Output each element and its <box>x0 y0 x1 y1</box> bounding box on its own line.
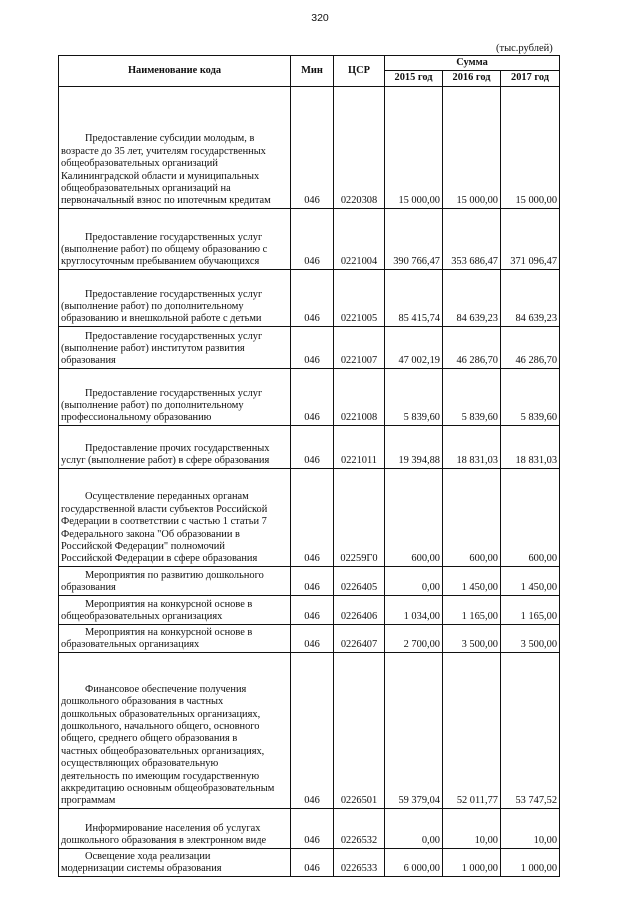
row-name-line: Российской Федерации в сфере образования <box>61 553 258 565</box>
row-csr: 02259Г0 <box>334 468 385 566</box>
header-min: Мин <box>291 56 334 87</box>
budget-table <box>58 55 560 877</box>
row-value-2015: 59 379,04 <box>385 652 443 808</box>
row-name-line: Российской Федерации" полномочий <box>61 541 225 552</box>
row-value-2016: 10,00 <box>443 808 501 848</box>
row-name-line: Предоставление государственных услуг <box>85 387 263 399</box>
row-name <box>59 326 291 368</box>
table-row <box>59 808 560 848</box>
row-name-line: дошкольного образования в электронном виде <box>61 835 267 847</box>
row-name-line: услуг (выполнение работ) в сфере образования <box>61 455 270 467</box>
row-value-2016: 1 450,00 <box>443 566 501 595</box>
row-name-line: Федерации в соответствии с частью 1 статьи 7 <box>61 516 267 528</box>
row-name-line: Предоставление государственных услуг <box>85 330 263 342</box>
row-value-2017: 53 747,52 <box>501 652 560 808</box>
row-name-line: Мероприятия по развитию дошкольного <box>85 570 264 581</box>
header-year-2016: 2016 год <box>443 71 501 86</box>
table-header-row <box>59 56 560 71</box>
table-row <box>59 208 560 269</box>
row-csr: 0226501 <box>334 652 385 808</box>
row-value-2017: 84 639,23 <box>501 269 560 326</box>
table-row <box>59 624 560 652</box>
row-name-line: (выполнение работ) институтом развития <box>61 343 245 354</box>
row-name <box>59 652 291 808</box>
row-name-line: образовательных организациях <box>61 639 200 651</box>
row-csr: 0221007 <box>334 326 385 368</box>
row-min: 046 <box>291 269 334 326</box>
row-name <box>59 848 291 876</box>
row-value-2015: 390 766,47 <box>385 208 443 269</box>
row-value-2017: 371 096,47 <box>501 208 560 269</box>
row-value-2015: 15 000,00 <box>385 86 443 208</box>
row-csr: 0221004 <box>334 208 385 269</box>
row-min: 046 <box>291 326 334 368</box>
row-value-2015: 600,00 <box>385 468 443 566</box>
row-name-line: Предоставление государственных услуг <box>85 231 263 243</box>
row-name-line: аккредитацию основным общеобразовательным <box>61 783 275 794</box>
row-name-line: частных общеобразовательных организациях, <box>61 745 265 757</box>
row-value-2015: 47 002,19 <box>385 326 443 368</box>
table-row <box>59 269 560 326</box>
row-value-2017: 18 831,03 <box>501 425 560 468</box>
row-min: 046 <box>291 566 334 595</box>
table-row <box>59 86 560 208</box>
row-name <box>59 208 291 269</box>
row-name-line: образованию и внешкольной работе с детьми <box>61 313 262 325</box>
table-body <box>59 86 560 876</box>
table-row <box>59 595 560 624</box>
row-value-2016: 15 000,00 <box>443 86 501 208</box>
row-min: 046 <box>291 208 334 269</box>
row-name-line: государственной власти субъектов Российской <box>61 503 268 515</box>
row-name-line: Предоставление субсидии молодым, в <box>85 133 255 145</box>
row-csr: 0226532 <box>334 808 385 848</box>
row-min: 046 <box>291 86 334 208</box>
row-name <box>59 425 291 468</box>
row-name-line: общеобразовательных организаций на <box>61 183 231 194</box>
row-csr: 0226533 <box>334 848 385 876</box>
row-name-line: Мероприятия на конкурсной основе в <box>85 599 253 610</box>
header-csr: ЦСР <box>334 56 385 87</box>
row-min: 046 <box>291 624 334 652</box>
row-name-line: общего, среднего общего образования в <box>61 733 238 745</box>
row-name <box>59 269 291 326</box>
row-name-line: первоначальный взнос по ипотечным кредитам <box>61 195 271 207</box>
row-name-line: Мероприятия на конкурсной основе в <box>85 627 253 638</box>
row-value-2017: 10,00 <box>501 808 560 848</box>
row-name-line: Финансовое обеспечение получения <box>85 683 247 695</box>
row-min: 046 <box>291 808 334 848</box>
header-sum: Сумма <box>385 56 560 71</box>
row-value-2016: 3 500,00 <box>443 624 501 652</box>
row-csr: 0221005 <box>334 269 385 326</box>
table-row <box>59 848 560 876</box>
row-csr: 0221008 <box>334 368 385 425</box>
row-min: 046 <box>291 425 334 468</box>
row-value-2015: 0,00 <box>385 566 443 595</box>
row-name-line: возрасте до 35 лет, учителям государственных <box>61 145 266 157</box>
row-name <box>59 566 291 595</box>
row-value-2016: 5 839,60 <box>443 368 501 425</box>
row-name-line: Осуществление переданных органам <box>85 491 249 503</box>
row-name <box>59 468 291 566</box>
row-name <box>59 808 291 848</box>
row-value-2016: 18 831,03 <box>443 425 501 468</box>
row-value-2016: 600,00 <box>443 468 501 566</box>
header-name: Наименование кода <box>59 56 291 87</box>
row-name-line: Информирование населения об услугах <box>85 823 261 834</box>
row-min: 046 <box>291 848 334 876</box>
table-row <box>59 566 560 595</box>
row-value-2015: 19 394,88 <box>385 425 443 468</box>
row-value-2017: 1 000,00 <box>501 848 560 876</box>
row-name-line: (выполнение работ) по дополнительному <box>61 301 244 312</box>
row-name-line: Предоставление государственных услуг <box>85 288 263 300</box>
row-name-line: модернизации системы образования <box>61 863 222 875</box>
row-csr: 0226405 <box>334 566 385 595</box>
row-name-line: общеобразовательных организациях <box>61 611 223 623</box>
table-row <box>59 468 560 566</box>
row-name-line: профессиональному образованию <box>61 412 212 424</box>
row-value-2017: 3 500,00 <box>501 624 560 652</box>
row-value-2016: 1 000,00 <box>443 848 501 876</box>
row-value-2016: 52 011,77 <box>443 652 501 808</box>
row-value-2017: 1 450,00 <box>501 566 560 595</box>
header-year-2015: 2015 год <box>385 71 443 86</box>
row-name-line: (выполнение работ) по общему образованию с <box>61 244 268 255</box>
row-name-line: образования <box>61 355 116 367</box>
page-number: 320 <box>311 12 329 24</box>
row-csr: 0221011 <box>334 425 385 468</box>
row-value-2015: 6 000,00 <box>385 848 443 876</box>
row-csr: 0220308 <box>334 86 385 208</box>
row-value-2017: 600,00 <box>501 468 560 566</box>
row-name-line: круглосуточным пребыванием обучающихся <box>61 256 260 268</box>
row-value-2016: 46 286,70 <box>443 326 501 368</box>
row-value-2015: 5 839,60 <box>385 368 443 425</box>
row-name-line: Калининградской области и муниципальных <box>61 170 260 182</box>
row-value-2015: 1 034,00 <box>385 595 443 624</box>
row-min: 046 <box>291 652 334 808</box>
row-name-line: дошкольного, начального общего, основного <box>61 720 260 732</box>
row-name <box>59 624 291 652</box>
row-min: 046 <box>291 468 334 566</box>
row-value-2015: 85 415,74 <box>385 269 443 326</box>
row-min: 046 <box>291 595 334 624</box>
row-name-line: Федерального закона "Об образовании в <box>61 528 240 540</box>
row-min: 046 <box>291 368 334 425</box>
row-value-2017: 15 000,00 <box>501 86 560 208</box>
row-name-line: осуществляющих образовательную <box>61 758 219 770</box>
header-year-2017: 2017 год <box>501 71 560 86</box>
row-value-2015: 0,00 <box>385 808 443 848</box>
row-name-line: Освещение хода реализации <box>85 851 211 862</box>
row-value-2017: 46 286,70 <box>501 326 560 368</box>
row-name-line: деятельность по имеющим государственную <box>61 770 260 782</box>
row-name-line: Предоставление прочих государственных <box>85 443 270 454</box>
table-row <box>59 368 560 425</box>
row-name-line: дошкольных образовательных организациях, <box>61 708 261 720</box>
row-value-2016: 84 639,23 <box>443 269 501 326</box>
row-name-line: программам <box>61 795 116 807</box>
row-name-line: (выполнение работ) по дополнительному <box>61 400 244 411</box>
row-csr: 0226407 <box>334 624 385 652</box>
row-value-2016: 353 686,47 <box>443 208 501 269</box>
table-row <box>59 425 560 468</box>
row-name-line: образования <box>61 582 116 594</box>
units-label: (тыс.рублей) <box>496 43 553 54</box>
table-row <box>59 652 560 808</box>
row-csr: 0226406 <box>334 595 385 624</box>
row-value-2017: 1 165,00 <box>501 595 560 624</box>
row-name <box>59 595 291 624</box>
row-value-2015: 2 700,00 <box>385 624 443 652</box>
row-name-line: дошкольного образования в частных <box>61 696 224 708</box>
row-value-2016: 1 165,00 <box>443 595 501 624</box>
row-name <box>59 368 291 425</box>
row-name-line: общеобразовательных организаций <box>61 158 218 170</box>
table-row <box>59 326 560 368</box>
row-name <box>59 86 291 208</box>
row-value-2017: 5 839,60 <box>501 368 560 425</box>
